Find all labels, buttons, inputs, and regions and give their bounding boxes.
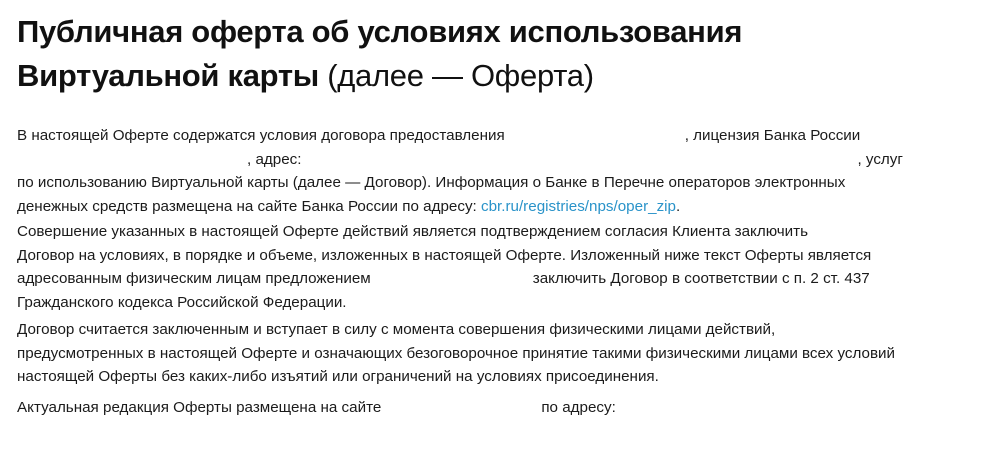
p2-text-1: Совершение указанных в настоящей Оферте действий является подтверждением согласия Клиента заключить	[17, 223, 809, 240]
cbr-registry-link[interactable]: cbr.ru/registries/nps/oper_zip	[480, 197, 676, 215]
paragraph-4	[17, 396, 616, 420]
p1-text-2b: , услуг	[857, 150, 903, 168]
p3-text-2: предусмотренных в настоящей Оферте и означающих безоговорочное принятие такими физическими лицами всех условий	[17, 344, 895, 362]
title-line-2-bold: Виртуальной карты	[17, 58, 319, 93]
paragraph-2	[17, 220, 871, 314]
p2-text-3a: адресованным физическим лицам предложением	[17, 270, 371, 287]
p1-text-4a: денежных средств размещена на сайте Банка России по адресу:	[17, 197, 481, 215]
p1-text-3: по использованию Виртуальной карты (далее — Договор). Информация о Банке в Перечне операторов электронных	[17, 174, 846, 191]
title-line-2-suffix: (далее — Оферта)	[318, 58, 594, 93]
title-line-1: Публичная оферта об условиях использования	[17, 14, 743, 49]
p4-text-1a: Актуальная редакция Оферты размещена на сайте	[17, 399, 382, 416]
document	[17, 10, 957, 98]
p1-text-1b: , лицензия Банка России	[684, 127, 861, 144]
p2-text-3b: заключить Договор в соответствии с п. 2 ст. 437	[532, 270, 870, 287]
p3-text-1: Договор считается заключенным и вступает в силу с момента совершения физическими лицами действий,	[17, 321, 776, 338]
p1-text-2a: , адрес:	[247, 150, 302, 168]
p3-text-3: настоящей Оферты без каких-либо изъятий или ограничений на условиях присоединения.	[17, 368, 659, 385]
p1-text-4b: .	[675, 197, 681, 215]
p4-text-1b: по адресу:	[541, 399, 616, 416]
p1-text-1a: В настоящей Оферте содержатся условия договора предоставления	[17, 127, 505, 144]
paragraph-1	[17, 124, 903, 218]
p2-text-2: Договор на условиях, в порядке и объеме, изложенных в настоящей Оферте. Изложенный ниже текст Оферты является	[17, 246, 872, 264]
p2-text-4: Гражданского кодекса Российской Федерации.	[17, 293, 347, 311]
page-title	[17, 10, 957, 98]
paragraph-3	[17, 318, 895, 389]
